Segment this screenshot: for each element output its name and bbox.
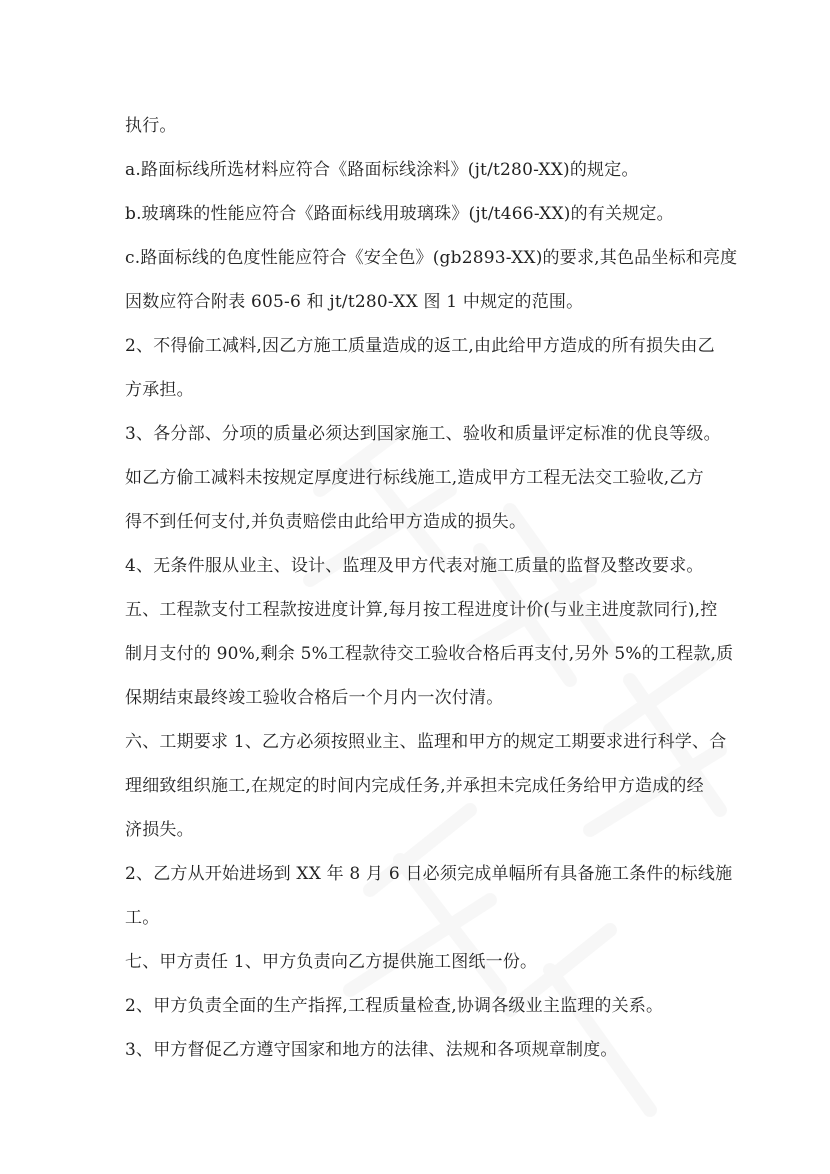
text-line: 2、不得偷工减料,因乙方施工质量造成的返工,由此给甲方造成的所有损失由乙 xyxy=(125,336,715,356)
text-line: 方承担。 xyxy=(125,380,194,400)
document-body xyxy=(125,104,738,1072)
text-line: 2、甲方负责全面的生产指挥,工程质量检查,协调各级业主监理的关系。 xyxy=(125,996,664,1016)
text-line: 保期结束最终竣工验收合格后一个月内一次付清。 xyxy=(125,688,504,708)
text-line: 六、工期要求 1、乙方必须按照业主、监理和甲方的规定工期要求进行科学、合 xyxy=(125,732,727,752)
text-line: 因数应符合附表 605-6 和 jt/t280-XX 图 1 中规定的范围。 xyxy=(125,292,584,312)
text-line: 理细致组织施工,在规定的时间内完成任务,并承担未完成任务给甲方造成的经 xyxy=(125,776,704,796)
text-line: 如乙方偷工减料未按规定厚度进行标线施工,造成甲方工程无法交工验收,乙方 xyxy=(125,468,704,488)
text-line: a.路面标线所选材料应符合《路面标线涂料》(jt/t280-XX)的规定。 xyxy=(125,160,639,180)
text-line: 制月支付的 90%,剩余 5%工程款待交工验收合格后再支付,另外 5%的工程款,质 xyxy=(125,644,734,664)
text-line: 2、乙方从开始进场到 XX 年 8 月 6 日必须完成单幅所有具备施工条件的标线施 xyxy=(125,864,733,884)
text-line: 3、甲方督促乙方遵守国家和地方的法律、法规和各项规章制度。 xyxy=(125,1040,618,1060)
text-line: c.路面标线的色度性能应符合《安全色》(gb2893-XX)的要求,其色品坐标和亮度 xyxy=(125,248,738,268)
text-line: 执行。 xyxy=(125,116,177,136)
text-line: 得不到任何支付,并负责赔偿由此给甲方造成的损失。 xyxy=(125,512,527,532)
text-line: 工。 xyxy=(125,908,160,928)
text-line: b.玻璃珠的性能应符合《路面标线用玻璃珠》(jt/t466-XX)的有关规定。 xyxy=(125,204,674,224)
text-line: 4、无条件服从业主、设计、监理及甲方代表对施工质量的监督及整改要求。 xyxy=(125,556,704,576)
text-line: 五、工程款支付工程款按进度计算,每月按工程进度计价(与业主进度款同行),控 xyxy=(125,600,718,620)
text-line: 3、各分部、分项的质量必须达到国家施工、验收和质量评定标准的优良等级。 xyxy=(125,424,721,444)
text-line: 七、甲方责任 1、甲方负责向乙方提供施工图纸一份。 xyxy=(125,952,538,972)
text-line: 济损失。 xyxy=(125,820,194,840)
